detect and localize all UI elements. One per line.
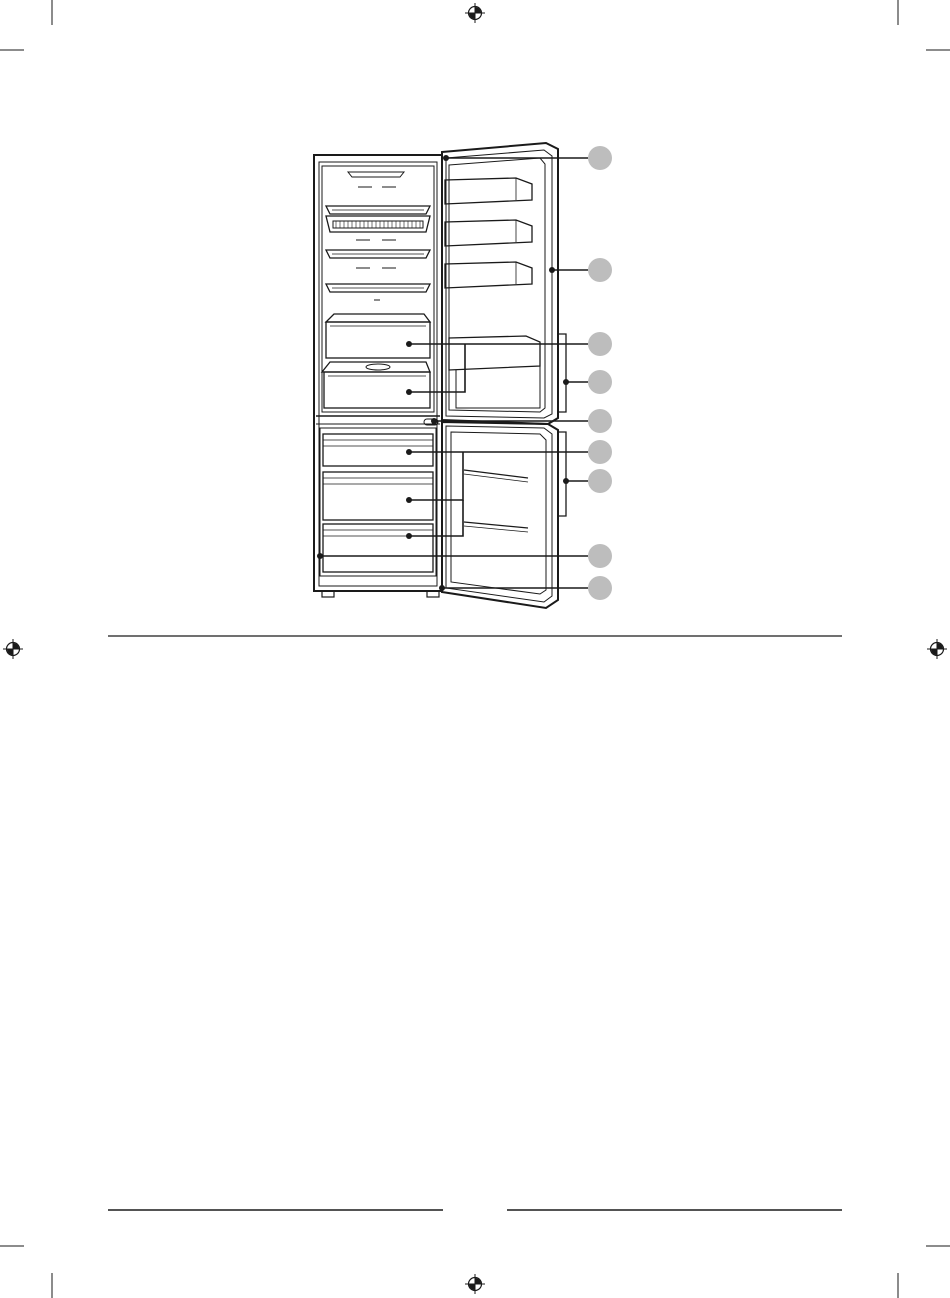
freezer-drawer-middle [323, 472, 433, 520]
callout-marker-5 [588, 409, 612, 433]
callout-marker-8 [588, 544, 612, 568]
callout-marker-1 [588, 146, 612, 170]
fridge-compartment [322, 172, 430, 408]
callout-marker-7 [588, 469, 612, 493]
fridge-door [442, 143, 566, 424]
door-bin [445, 178, 532, 204]
callout-marker-9 [588, 576, 612, 600]
registration-mark-left [3, 639, 23, 659]
freezer-drawer-top [323, 434, 433, 466]
fridge-drawer-lower [322, 362, 430, 408]
registration-mark-bottom [465, 1274, 485, 1294]
callout-marker-3 [588, 332, 612, 356]
callout-marker-6 [588, 440, 612, 464]
refrigerator-illustration [314, 143, 566, 608]
callout-markers [588, 146, 612, 600]
freezer-door [442, 422, 566, 608]
door-bin-bottle [449, 336, 540, 408]
fridge-shelf [326, 250, 430, 258]
door-bin [445, 220, 532, 246]
fridge-shelf-wire [326, 216, 430, 232]
freezer-compartment [323, 434, 433, 572]
door-bin [445, 262, 532, 288]
registration-mark-top [465, 3, 485, 23]
callout-marker-4 [588, 370, 612, 394]
registration-mark-right [927, 639, 947, 659]
fridge-shelf [326, 284, 430, 292]
callout-marker-2 [588, 258, 612, 282]
freezer-drawer-bottom [323, 524, 433, 572]
fridge-shelf [326, 206, 430, 214]
fridge-drawer-upper [326, 314, 430, 358]
